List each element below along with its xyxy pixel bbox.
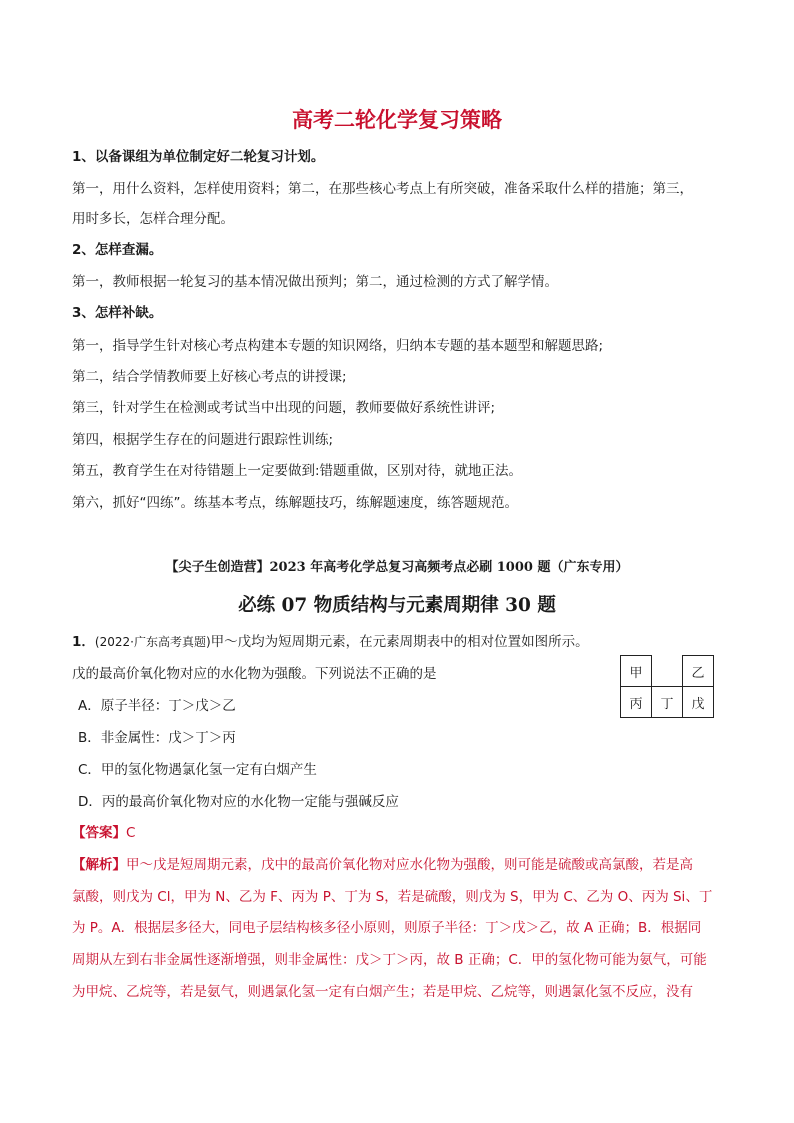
- list-item: 第三，针对学生在检测或考试当中出现的问题，教师要做好系统性讲评;: [72, 400, 496, 416]
- section-heading-1: 1、以备课组为单位制定好二轮复习计划。: [72, 149, 325, 165]
- analysis-line: [72, 856, 732, 874]
- page-title: 高考二轮化学复习策略: [292, 108, 502, 132]
- paragraph-1a: 第一，用什么资料，怎样使用资料；第二，在那些核心考点上有所突破，准备采取什么样的措施；第三，: [72, 181, 693, 197]
- table-cell: 甲: [621, 656, 652, 687]
- table-cell: 乙: [683, 656, 714, 687]
- analysis-line: 氯酸，则戊为 Cl，甲为 N、乙为 F、丙为 P、丁为 S，若是硫酸，则戊为 S，甲为 C、乙为 O、丙为 Si、丁: [72, 889, 713, 905]
- option-c: C．甲的氢化物遇氯化氢一定有白烟产生: [78, 762, 317, 778]
- section-heading-3: 3、怎样补缺。: [72, 305, 163, 321]
- answer-row: [72, 824, 732, 842]
- list-item: 第五，教育学生在对待错题上一定要做到:错题重做，区别对待，就地正法。: [72, 463, 523, 479]
- section-heading-2: 2、怎样查漏。: [72, 242, 163, 258]
- analysis-line: 为甲烷、乙烷等，若是氨气，则遇氯化氢一定有白烟产生；若是甲烷、乙烷等，则遇氯化氢不反应，没有: [72, 984, 693, 1000]
- question-stem-1: [72, 633, 722, 651]
- table-cell: 丁: [652, 687, 683, 718]
- question-stem-2: 戊的最高价氧化物对应的水化物为强酸。下列说法不正确的是: [72, 666, 437, 682]
- list-item: 第一，指导学生针对核心考点构建本专题的知识网络，归纳本专题的基本题型和解题思路;: [72, 338, 604, 354]
- list-item: 第四，根据学生存在的问题进行跟踪性训练;: [72, 432, 334, 448]
- analysis-line: 周期从左到右非金属性逐渐增强，则非金属性：戊＞丁＞丙，故 B 正确；C．甲的氢化物可能为氨气，可能: [72, 952, 707, 968]
- list-item: 第二，结合学情教师要上好核心考点的讲授课;: [72, 369, 347, 385]
- series-heading: 【尖子生创造营】2023 年高考化学总复习高频考点必刷 1000 题（广东专用）: [165, 560, 629, 575]
- paragraph-1b: 用时多长，怎样合理分配。: [72, 211, 234, 227]
- question-source: (2022·广东高考真题): [94, 635, 211, 649]
- list-item: 第六，抓好“四练”。练基本考点，练解题技巧，练解题速度，练答题规范。: [72, 495, 518, 511]
- analysis-tag: 【解析】: [72, 857, 126, 873]
- table-cell: [652, 656, 683, 687]
- question-text: 甲～戊均为短周期元素，在元素周期表中的相对位置如图所示。: [210, 634, 589, 650]
- table-cell: 丙: [621, 687, 652, 718]
- analysis-text: 甲～戊是短周期元素，戊中的最高价氧化物对应水化物为强酸，则可能是硫酸或高氯酸，若是高: [126, 857, 693, 873]
- answer-tag: 【答案】: [72, 825, 126, 841]
- periodic-table-fragment: [620, 655, 714, 718]
- table-cell: 戊: [683, 687, 714, 718]
- option-b: B．非金属性：戊＞丁＞丙: [78, 730, 236, 746]
- question-number: 1．: [72, 634, 95, 650]
- option-a: A．原子半径：丁＞戊＞乙: [78, 698, 236, 714]
- answer-value: C: [126, 825, 136, 841]
- option-d: D．丙的最高价氧化物对应的水化物一定能与强碱反应: [78, 794, 399, 810]
- chapter-heading: 必练 07 物质结构与元素周期律 30 题: [238, 595, 556, 616]
- analysis-line: 为 P。A．根据层多径大，同电子层结构核多径小原则，则原子半径：丁＞戊＞乙，故 A 正确；B．根据同: [72, 920, 702, 936]
- paragraph-2: 第一，教师根据一轮复习的基本情况做出预判；第二，通过检测的方式了解学情。: [72, 274, 558, 290]
